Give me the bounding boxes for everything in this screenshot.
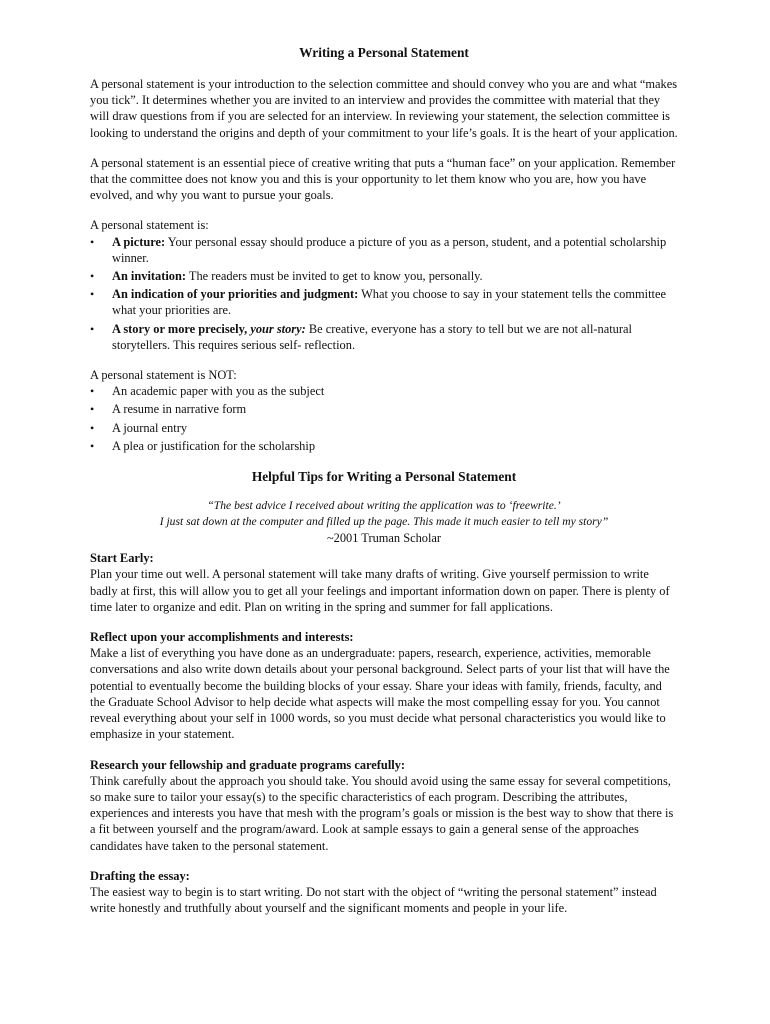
intro-paragraph-1: A personal statement is your introduction to the selection committee and should convey who you are and what “makes you tick”. It determines whether you are invited to an interview and provides the committee with material that they will draw questions from if you are selected for an interview. In reviewing your statement, the selection committee is looking to understand the origins and depth of your commitment to your life’s goals. It is the heart of your application. [90, 77, 678, 140]
section-drafting [90, 868, 678, 917]
intro-paragraph-2: A personal statement is an essential piece of creative writing that puts a “human face” on your application. Remember that the committee does not know you and this is your opportunity to let them know who you are, how you have evolved, and why you want to pursue your goals. [90, 155, 676, 203]
section-heading: Start Early: [90, 551, 154, 566]
quote-attribution: ~2001 Truman Scholar [326, 531, 442, 546]
bullet-icon: • [90, 384, 95, 399]
list-item-label: An invitation: [112, 269, 187, 284]
list-item [90, 321, 678, 353]
list-item-text: The readers must be invited to get to know you, personally. [186, 269, 483, 284]
bullet-icon: • [90, 234, 95, 249]
bullet-icon: • [90, 420, 95, 435]
quote-line-1: “The best advice I received about writing the application was to ‘freewrite.’ [207, 499, 561, 513]
list-item [90, 438, 678, 454]
list-item-text: Your personal essay should produce a picture of you as a person, student, and a potential scholarship winner. [112, 234, 667, 265]
list-item-text: An academic paper with you as the subject [112, 384, 325, 399]
section-body: The easiest way to begin is to start writing. Do not start with the object of “writing the personal statement” instead write honestly and truthfully about yourself and the significant moments and people in your life. [90, 884, 657, 916]
section-body: Plan your time out well. A personal statement will take many drafts of writing. Give yourself permission to write badly at first, this will allow you to get all your feelings and important information down on paper. There is plenty of time later to organize and edit. Plan on writing in the spring and summer for fall applications. [90, 567, 670, 614]
list-item-emphasis: your story: [250, 321, 306, 336]
list-item-text: Be creative, everyone has a story to tell but we are not all-natural storytellers. This requires serious self- reflection. [112, 321, 632, 352]
bullet-icon: • [90, 321, 95, 336]
list-item-label: A story or more precisely, [112, 321, 251, 336]
list-item-text: A resume in narrative form [112, 402, 247, 417]
section-heading: Research your fellowship and graduate programs carefully: [90, 757, 406, 772]
list-item [90, 383, 678, 399]
list-item [90, 401, 678, 417]
is-list [90, 234, 678, 353]
quote-line-2: I just sat down at the computer and filled up the page. This made it much easier to tell my story” [159, 515, 609, 529]
is-list-intro: A personal statement is: [90, 218, 209, 233]
section-reflect [90, 629, 678, 742]
bullet-icon: • [90, 287, 95, 302]
list-item-text: A journal entry [112, 420, 188, 435]
section-heading: Drafting the essay: [90, 868, 190, 883]
not-list-intro: A personal statement is NOT: [90, 368, 237, 383]
bullet-icon: • [90, 269, 95, 284]
list-item [90, 420, 678, 436]
list-item-text: A plea or justification for the scholarship [112, 438, 316, 453]
list-item [90, 286, 678, 318]
section-body: Think carefully about the approach you should take. You should avoid using the same essay for several competitions, so make sure to tailor your essay(s) to the specific characteristics of each program. Describing the attributes, experiences and interests you have that mesh with the program’s goals or mission is the best way to show that there is a fit between yourself and the program/award. Look at sample essays to gain a general sense of the approaches candidates have taken to the personal statement. [90, 773, 674, 853]
not-list [90, 383, 678, 454]
document-title: Writing a Personal Statement [299, 45, 469, 60]
section-body: Make a list of everything you have done as an undergraduate: papers, research, experience, activities, memorable conversations and also write down details about your personal background. Select parts of your list that will have the potential to eventually become the building blocks of your essay. Share your ideas with family, friends, faculty, and the Graduate School Advisor to help decide what aspects will make the most compelling essay for you. You cannot reveal everything about your self in 1000 words, so you must decide what personal characteristics you would like to emphasize in your statement. [90, 646, 670, 742]
section-heading: Reflect upon your accomplishments and interests: [90, 630, 354, 645]
section-research [90, 757, 678, 854]
list-item [90, 268, 678, 284]
list-item-text: What you choose to say in your statement tells the committee what your priorities are. [112, 287, 666, 318]
tips-title: Helpful Tips for Writing a Personal Statement [251, 469, 517, 485]
list-item-label: A picture: [112, 234, 166, 249]
list-item [90, 234, 678, 266]
section-start-early [90, 550, 678, 615]
bullet-icon: • [90, 402, 95, 417]
bullet-icon: • [90, 438, 95, 453]
list-item-label: An indication of your priorities and judgment: [112, 287, 359, 302]
